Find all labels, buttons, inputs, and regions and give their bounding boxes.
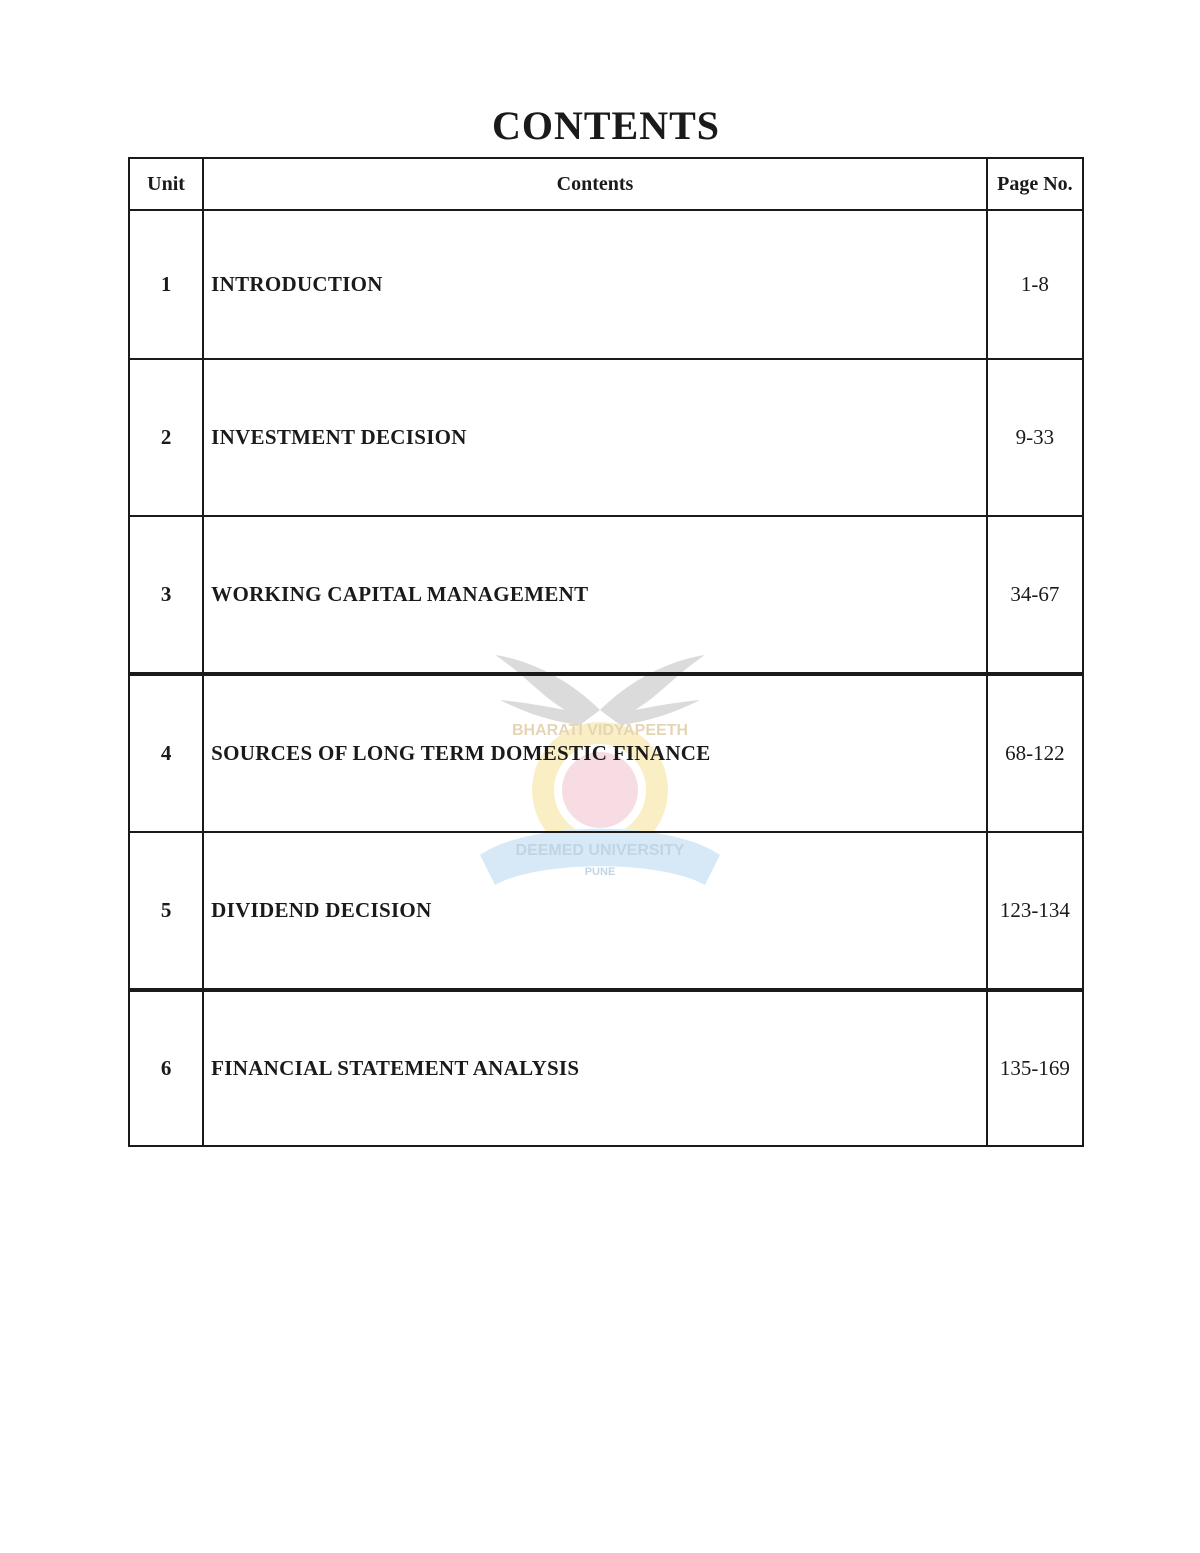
header-unit: Unit [129,158,203,210]
watermark-text-top: BHARATI VIDYAPEETH [511,722,689,739]
table-row [129,516,1083,674]
header-page-no: Page No. [987,158,1083,210]
unit-title: WORKING CAPITAL MANAGEMENT [203,516,987,674]
unit-title: INVESTMENT DECISION [203,359,987,516]
page-range: 68-122 [987,674,1083,832]
unit-number: 3 [129,516,203,674]
table-row [129,210,1083,359]
unit-number: 5 [129,832,203,990]
unit-number: 6 [129,990,203,1146]
table-header-row [129,158,1083,210]
unit-title: INTRODUCTION [203,210,987,359]
table-row [129,359,1083,516]
unit-title: FINANCIAL STATEMENT ANALYSIS [203,990,987,1146]
contents-table [128,157,1084,1147]
page-range: 9-33 [987,359,1083,516]
page-range: 34-67 [987,516,1083,674]
page-range: 123-134 [987,832,1083,990]
unit-number: 1 [129,210,203,359]
table-row [129,674,1083,832]
page-range: 135-169 [987,990,1083,1146]
table-row [129,990,1083,1146]
page-range: 1-8 [987,210,1083,359]
table-row [129,832,1083,990]
unit-title: SOURCES OF LONG TERM DOMESTIC FINANCE [203,674,987,832]
watermark-text-city: PUNE [584,866,616,878]
header-contents: Contents [203,158,987,210]
page-title: CONTENTS [491,103,721,148]
watermark-text-bottom: DEEMED UNIVERSITY [515,842,685,859]
unit-number: 2 [129,359,203,516]
unit-title: DIVIDEND DECISION [203,832,987,990]
unit-number: 4 [129,674,203,832]
